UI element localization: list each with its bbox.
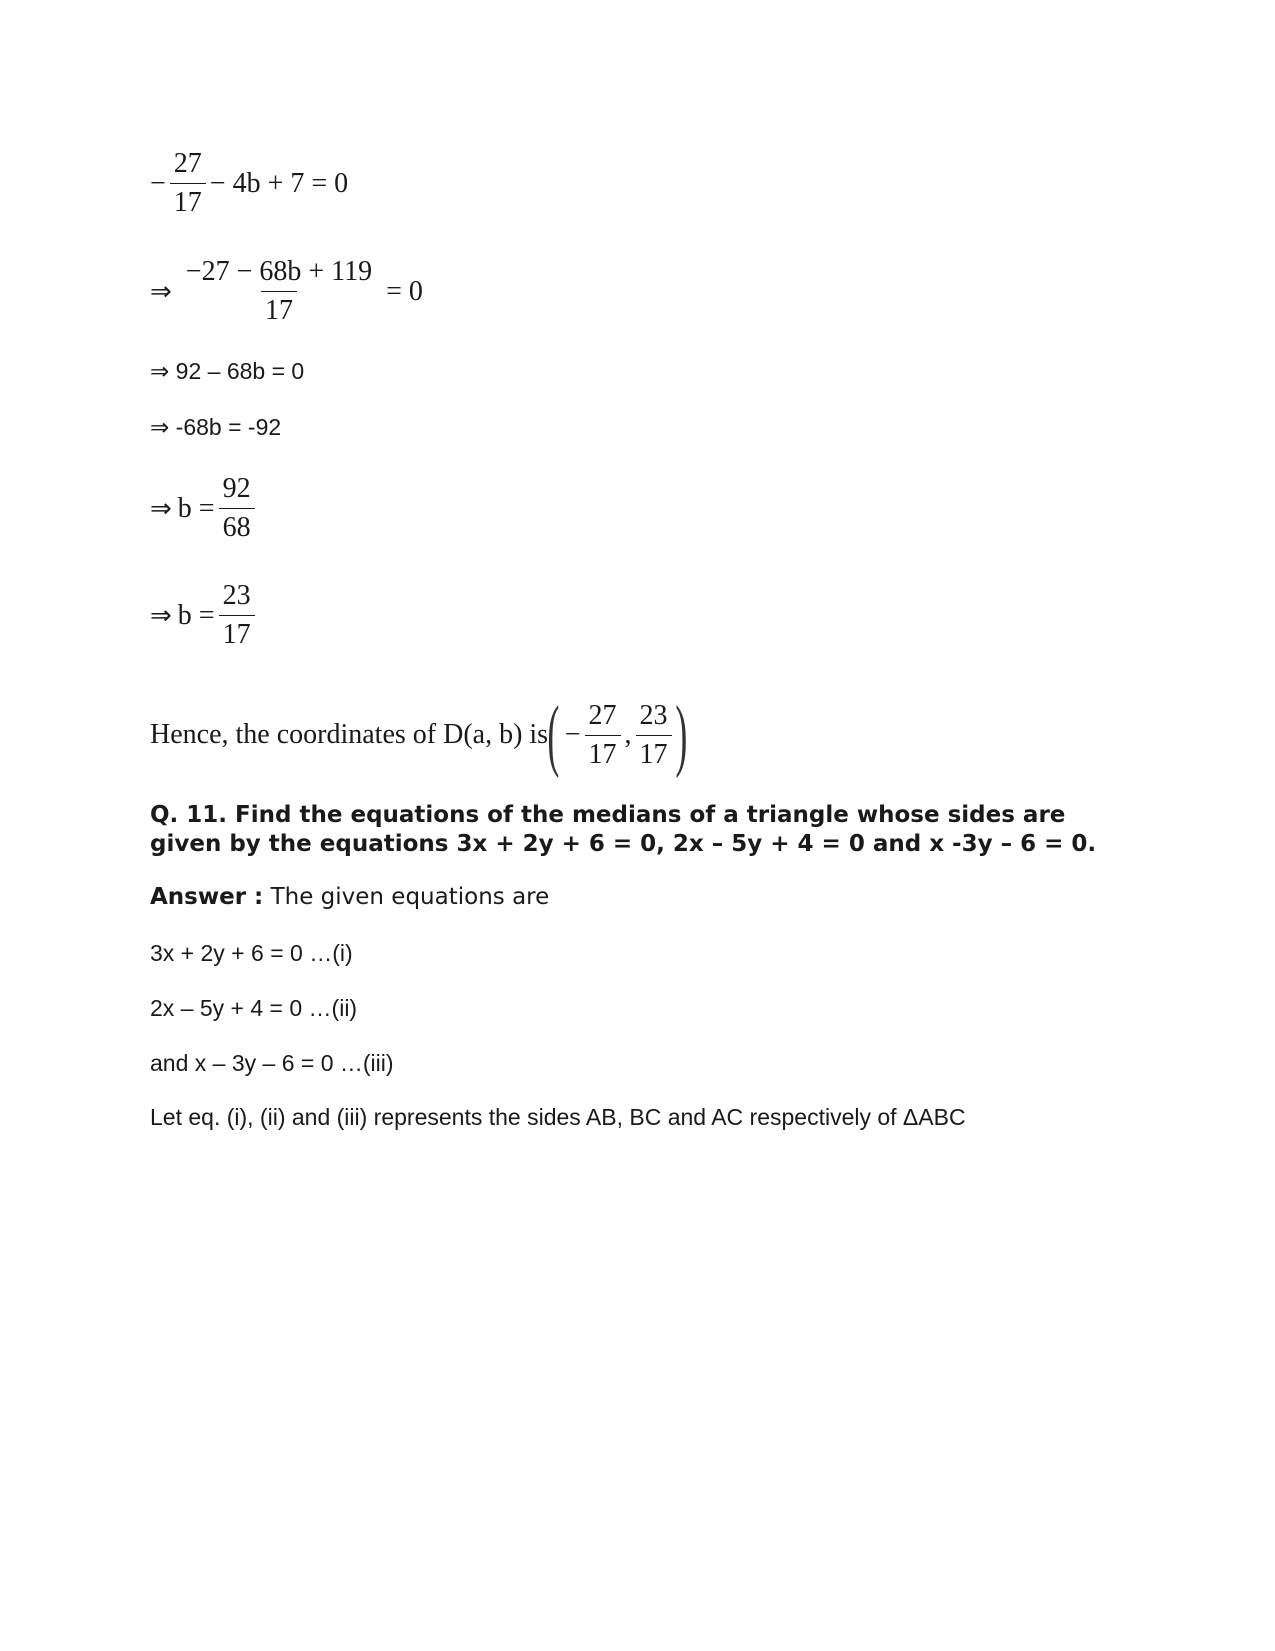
implies-icon: ⇒ <box>150 600 172 631</box>
fraction-2 <box>636 699 672 770</box>
fraction <box>182 258 376 325</box>
implies-icon: ⇒ <box>150 276 172 307</box>
equation-i: 3x + 2y + 6 = 0 …(i) <box>150 940 353 966</box>
denominator: 17 <box>585 735 621 769</box>
line-4: ⇒ -68b = -92 <box>150 414 282 440</box>
numerator: 23 <box>639 699 668 731</box>
line-3: ⇒ 92 – 68b = 0 <box>150 358 305 384</box>
hence-text: Hence, the coordinates of D(a, b) is <box>150 719 549 750</box>
fraction-1 <box>585 699 621 770</box>
let-statement: Let eq. (i), (ii) and (iii) represents the sides AB, BC and AC respectively of ΔABC <box>150 1104 966 1130</box>
denominator: 68 <box>219 508 255 542</box>
equation-iii: and x – 3y – 6 = 0 …(iii) <box>150 1050 394 1076</box>
answer-line <box>150 884 549 910</box>
equation-1 <box>150 150 348 217</box>
numerator: −27 − 68b + 119 <box>185 256 373 287</box>
equation-6 <box>150 582 259 649</box>
lhs: b = <box>177 492 215 524</box>
denominator: 17 <box>636 735 672 769</box>
equation-2 <box>150 258 429 325</box>
numerator: 27 <box>588 699 617 731</box>
fraction <box>219 475 255 542</box>
denominator: 17 <box>170 183 206 217</box>
right-paren: ) <box>674 691 687 779</box>
minus-sign: − <box>150 167 166 199</box>
implies-icon: ⇒ <box>150 493 172 524</box>
minus-sign: − <box>564 719 581 750</box>
hence-statement <box>150 691 687 779</box>
fraction <box>170 150 206 217</box>
denominator: 17 <box>219 615 255 649</box>
equation-rest: − 4b + 7 = 0 <box>209 167 349 199</box>
comma: , <box>624 719 632 750</box>
equation-ii: 2x – 5y + 4 = 0 …(ii) <box>150 995 358 1021</box>
lhs: b = <box>177 599 215 631</box>
equation-5 <box>150 475 259 542</box>
fraction <box>219 582 255 649</box>
answer-label: Answer : <box>150 884 264 910</box>
numerator: 92 <box>222 473 251 504</box>
question-11: Q. 11. Find the equations of the medians of a triangle whose sides are given by the equations 3x + 2y + 6 = 0, 2x – 5y + 4 = 0 and x -3y – 6 = 0. <box>150 802 1097 857</box>
answer-text: The given equations are <box>263 884 550 910</box>
equation-rest: = 0 <box>386 275 423 307</box>
denominator: 17 <box>261 291 297 325</box>
left-paren: ( <box>547 691 560 779</box>
numerator: 23 <box>222 580 251 611</box>
numerator: 27 <box>173 148 202 179</box>
